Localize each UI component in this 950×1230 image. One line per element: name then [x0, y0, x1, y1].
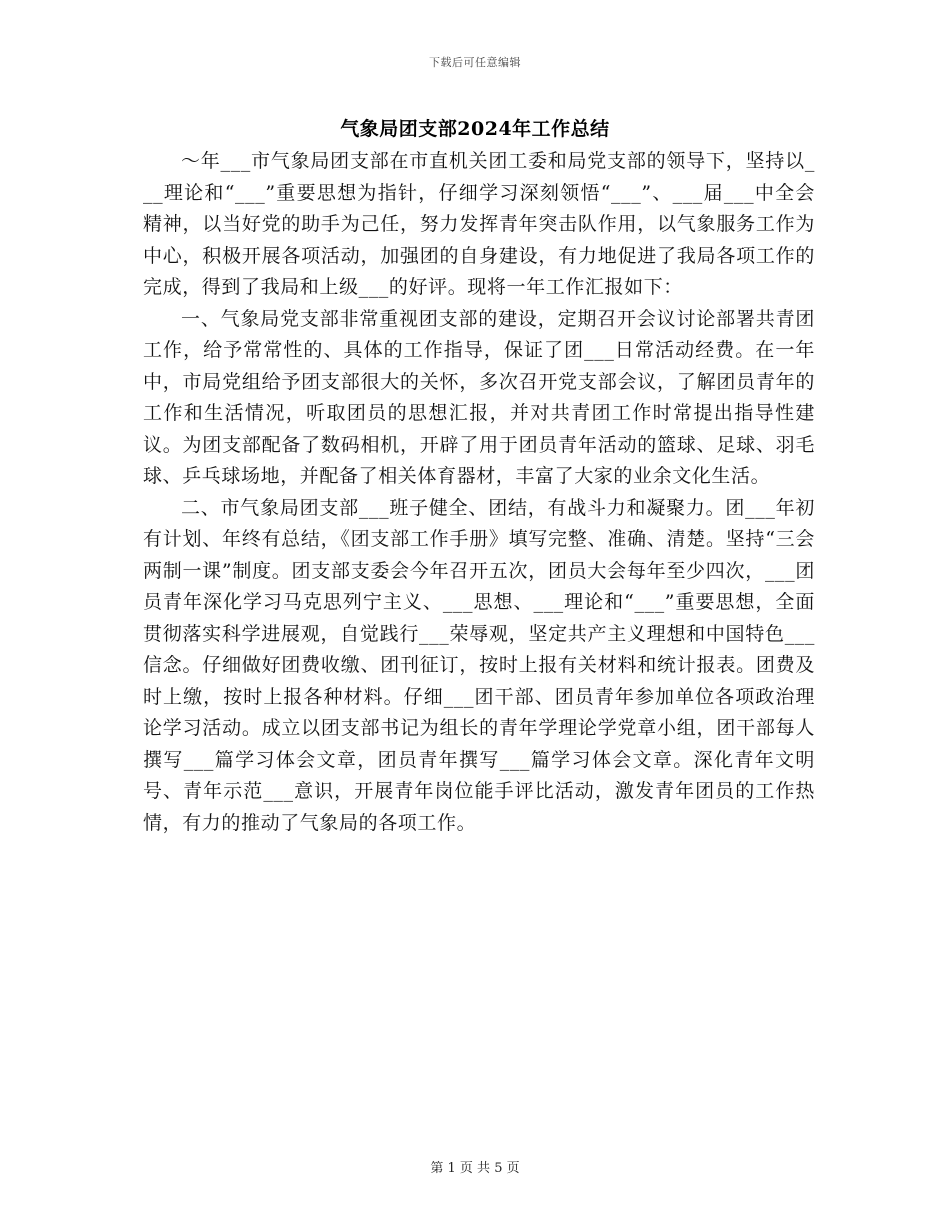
document-title: 气象局团支部2024年工作总结	[340, 118, 610, 140]
paragraph-section-one: 一、气象局党支部非常重视团支部的建设，定期召开会议讨论部署共青团工作，给予常常性的、具体的工作指导，保证了团___日常活动经费。在一年中，市局党组给予团支部很大的关怀，多次召开党支部会议，了解团员青年的工作和生活情况，听取团员的思想汇报，并对共青团工作时常提出指导性建议。为团支部配备了数码相机，开辟了用于团员青年活动的篮球、足球、羽毛球、乒乓球场地，并配备了相关体育器材，丰富了大家的业余文化生活。	[143, 307, 815, 487]
document-body	[143, 146, 815, 839]
paragraph-section-two: 二、市气象局团支部___班子健全、团结，有战斗力和凝聚力。团___年初有计划、年终有总结，《团支部工作手册》填写完整、准确、清楚。坚持“三会两制一课”制度。团支部支委会今年召开五次，团员大会每年至少四次，___团员青年深化学习马克思列宁主义、___思想、___理论和“___”重要思想，全面贯彻落实科学进展观，自觉践行___荣辱观，坚定共产主义理想和中国特色___信念。仔细做好团费收缴、团刊征订，按时上报有关材料和统计报表。团费及时上缴，按时上报各种材料。仔细___团干部、团员青年参加单位各项政治理论学习活动。成立以团支部书记为组长的青年学理论学党章小组，团干部每人撰写___篇学习体会文章，团员青年撰写___篇学习体会文章。深化青年文明号、青年示范___意识，开展青年岗位能手评比活动，激发青年团员的工作热情，有力的推动了气象局的各项工作。	[143, 496, 815, 834]
page-number: 第 1 页 共 5 页	[430, 1161, 520, 1176]
paragraph-intro: ～年___市气象局团支部在市直机关团工委和局党支部的领导下，坚持以___理论和“___”重要思想为指针，仔细学习深刻领悟“___”、___届___中全会精神，以当好党的助手为己任，努力发挥青年突击队作用，以气象服务工作为中心，积极开展各项活动，加强团的自身建设，有力地促进了我局各项工作的完成，得到了我局和上级___的好评。现将一年工作汇报如下：	[143, 150, 815, 298]
header-note: 下载后可任意编辑	[429, 56, 521, 69]
